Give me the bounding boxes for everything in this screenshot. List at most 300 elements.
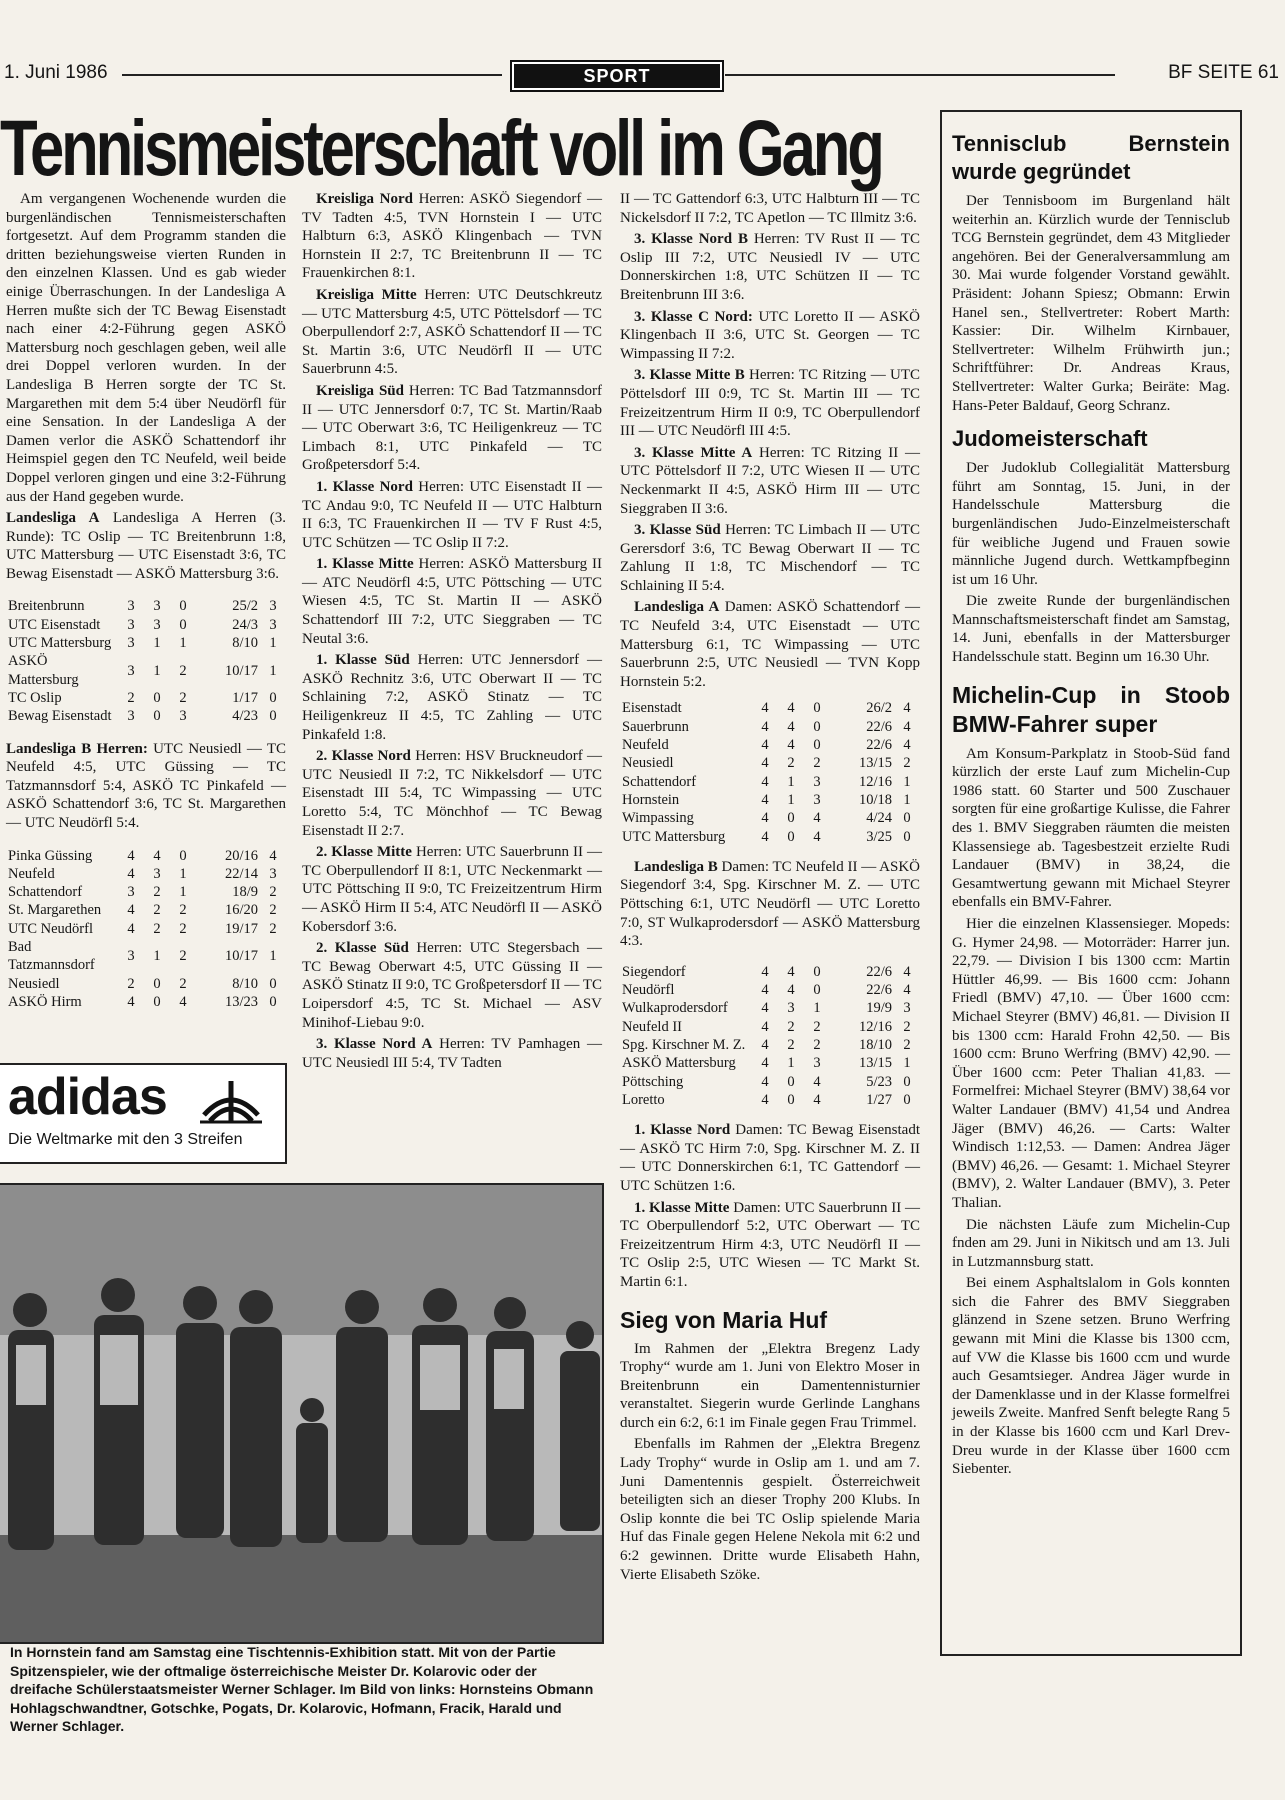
huf-headline: Sieg von Maria Huf bbox=[620, 1306, 828, 1333]
stat-value: 3 bbox=[127, 708, 135, 725]
stat-value: 2 bbox=[127, 689, 135, 706]
stat-value: 1 bbox=[153, 948, 161, 965]
results-text: Damen: TC Neufeld II — ASKÖ Siegendorf 3:4, Spg. Kirschner M. Z. — UTC Pöttsching 6:1, UTC Neudörfl — UTC Loretto 7:0, ST Wulkaprodersdorf — ASKÖ Mattersburg 4:3. bbox=[620, 858, 920, 950]
team-name: Neusiedl bbox=[8, 975, 60, 992]
stat-value: 1 bbox=[903, 791, 911, 808]
stat-value: 3 bbox=[127, 884, 135, 901]
stat-value: 4 bbox=[903, 700, 911, 717]
judo-text-2: Die zweite Runde der burgenländischen Mannschaftsmeisterschaft findet am Samstag, 14. Juni, ebenfalls in der Mattersburger Handelsschule statt. Beginn um 16.30 Uhr. bbox=[952, 593, 1230, 666]
page-number: BF SEITE 61 bbox=[1168, 62, 1279, 83]
landesliga-a-results bbox=[6, 509, 286, 583]
results-text: Herren: UTC Eisenstadt II — TC Andau 9:0, TC Neufeld II — UTC Halbturn II 6:3, TC Frauenkirchen II — TV F Rust 4:5, UTC Schützen — TC Oslip II 7:2. bbox=[302, 478, 602, 551]
stat-value: 2 bbox=[787, 1018, 795, 1035]
team-name: Eisenstadt bbox=[622, 700, 682, 717]
league-results bbox=[302, 478, 602, 552]
games-ratio: 1/17 bbox=[232, 689, 258, 706]
michelin-text-1: Am Konsum-Parkplatz in Stoob-Süd fand kürzlich der erste Lauf zum Michelin-Cup 1986 statt. 60 Starter und 500 Zuschauer sorgten für eine großartige Kulisse, die Fahrer des 1. BMV Sieggraben räumten die meisten Klassensiege ab. Tagesbestzeit erzielte Rudi Landauer (BMV) in 38,24, die Gesamtwertung gewann mit Michael Steyrer ebenfalls ein BMV-Fahrer. bbox=[952, 745, 1230, 911]
team-name: ASKÖ Mattersburg bbox=[8, 653, 79, 688]
results-text: Herren: TC Ritzing — UTC Pöttelsdorf III 0:9, TC St. Martin III — TC Freizeitzentrum Hirm II 0:9, TC Oberpullendorf III — UTC Neudörfl III 4:5. bbox=[620, 367, 920, 440]
stat-value: 4 bbox=[761, 1036, 769, 1053]
games-ratio: 24/3 bbox=[232, 616, 258, 633]
stat-value: 0 bbox=[269, 993, 277, 1010]
standings-row bbox=[620, 981, 920, 999]
league-label: 3. Klasse Süd bbox=[634, 522, 721, 539]
stat-value: 2 bbox=[903, 755, 911, 772]
league-results-group-damen bbox=[620, 1121, 920, 1291]
team-name: Bad Tatzmannsdorf bbox=[8, 939, 95, 974]
standings-row bbox=[6, 938, 286, 975]
stat-value: 4 bbox=[813, 1091, 821, 1108]
stat-value: 0 bbox=[813, 982, 821, 999]
stat-value: 1 bbox=[179, 865, 187, 882]
stat-value: 4 bbox=[787, 982, 795, 999]
games-ratio: 12/16 bbox=[858, 1018, 892, 1035]
issue-date: 1. Juni 1986 bbox=[4, 62, 108, 83]
article-intro: Am vergangenen Wochenende wurden die burgenländischen Tennismeisterschaften fortgesetzt. Auf dem Programm standen die dritten beziehungsweise vierten Runden in den einzelnen Klassen. Und es gab wieder einige Überraschungen. In der Landesliga A Herren mußte sich der TC Bewag Eisenstadt nach einer 4:2-Führung gegen ASKÖ Mattersburg noch geschlagen geben, weil alle drei Doppel verloren wurden. In der Landesliga B Herren sorgte der TC St. Margarethen mit dem 5:4 über Neudörfl für eine Sensation. In der Landesliga A der Damen verlor die ASKÖ Schattendorf ihr Heimspiel gegen den TC Neufeld, weil beide Doppel verloren gingen und eine 3:2-Führung aus der Hand gegeben wurde. bbox=[6, 191, 286, 505]
standings-row bbox=[6, 993, 286, 1011]
stat-value: 0 bbox=[903, 828, 911, 845]
standings-table-lb-herren bbox=[6, 847, 286, 1012]
games-ratio: 22/6 bbox=[866, 737, 892, 754]
stat-value: 4 bbox=[761, 828, 769, 845]
stat-value: 3 bbox=[787, 1000, 795, 1017]
michelin-results: Mopeds: G. Hymer 24,98. — Motorräder: Harrer jun. 22,79. — Division I bis 1300 ccm: Martin Hüttler 46,99. — Bis 1600 ccm: Johann Friedl (BMV) 47,10. — Über 1600 ccm: Michael Steyrer (BMV) 46,81. — Division II bis 1300 ccm: Harald Frohn 42,50. — Bis 1600 ccm: Bruno Werfring (BMV) 42,90. — Über 1600 ccm: Peter Thalian 41,83. — Formelfrei: Michael Steyrer (BMV) 38,64 vor Walter Landauer (BMV) 41,54 und Andrea Jäger (BMV) 46,26. — Carts: Walter Windisch 1:12,53. — Damen: Andrea Jäger (BMV) 46,26. — Gesamt: 1. Michael Steyrer (BMV), 2. Walter Landauer (BMV), 3. Peter Thalian. bbox=[952, 916, 1230, 1211]
team-name: Pöttsching bbox=[622, 1073, 684, 1090]
stat-value: 2 bbox=[179, 689, 187, 706]
results-text: Herren: TC Limbach II — UTC Gerersdorf 3:6, TC Bewag Oberwart II — TC Zahlung II 1:8, TC Mischendorf — TC Schlaining II 5:4. bbox=[620, 522, 920, 594]
games-ratio: 8/10 bbox=[232, 975, 258, 992]
standings-row bbox=[6, 920, 286, 938]
results-text: Herren: HSV Bruckneudorf — UTC Neusiedl II 7:2, TC Nikkelsdorf — UTC Eisenstadt III 5:4, TC Wimpassing — UTC Loretto 5:4, TC Mönchhof — TC Bewag Eisenstadt II 2:7. bbox=[302, 748, 602, 839]
main-headline: Tennismeisterschaft voll im Gang bbox=[0, 103, 882, 192]
league-results bbox=[302, 1035, 602, 1072]
team-name: Bewag Eisenstadt bbox=[8, 708, 112, 725]
league-label: 1. Klasse Mitte bbox=[634, 1199, 730, 1216]
league-label: Landesliga B bbox=[634, 858, 718, 875]
league-results-group bbox=[620, 230, 920, 691]
standings-row bbox=[6, 865, 286, 883]
league-label: 3. Klasse C Nord: bbox=[634, 308, 753, 325]
stat-value: 2 bbox=[813, 755, 821, 772]
team-name: Neusiedl bbox=[622, 755, 674, 772]
league-label: 2. Klasse Nord bbox=[316, 748, 411, 765]
league-label: Landesliga B Herren: bbox=[6, 740, 148, 757]
stat-value: 4 bbox=[787, 737, 795, 754]
standings-table-la-herren bbox=[6, 597, 286, 725]
stat-value: 0 bbox=[813, 718, 821, 735]
standings-row bbox=[620, 754, 920, 772]
stat-value: 0 bbox=[269, 708, 277, 725]
stat-value: 2 bbox=[813, 1018, 821, 1035]
league-results bbox=[302, 190, 602, 283]
standings-row bbox=[620, 736, 920, 754]
games-ratio: 13/15 bbox=[858, 1055, 892, 1072]
standings-row bbox=[6, 883, 286, 901]
landesliga-b-damen-results bbox=[620, 858, 920, 951]
team-name: UTC Eisenstadt bbox=[8, 616, 101, 633]
stat-value: 0 bbox=[269, 975, 277, 992]
standings-row bbox=[620, 1073, 920, 1091]
stat-value: 0 bbox=[813, 737, 821, 754]
huf-paragraph-1: Im Rahmen der „Elektra Bregenz Lady Trophy“ wurde am 1. Juni von Elektro Moser in Breitenbrunn ein Damentennisturnier veranstaltet. Siegerin wurde Gerlinde Langhans durch ein 6:2, 6:1 im Finale gegen Frau Trimmel. bbox=[620, 1340, 920, 1431]
header-rule-right bbox=[725, 74, 1115, 76]
stat-value: 4 bbox=[761, 1018, 769, 1035]
team-name: UTC Mattersburg bbox=[622, 828, 726, 845]
stat-value: 4 bbox=[813, 828, 821, 845]
judo-text-1: Der Judoklub Collegialität Mattersburg führt am Sonntag, 15. Juni, in der Handelsschule Mattersburg die burgenländischen Judo-Einzelmeisterschaft für weibliche Jugend und Frauen sowie männliche Jugend durch. Wettkampfbeginn ist um 16 Uhr. bbox=[952, 460, 1230, 588]
stat-value: 2 bbox=[787, 1036, 795, 1053]
stat-value: 1 bbox=[269, 948, 277, 965]
standings-row bbox=[620, 718, 920, 736]
team-photo-illustration bbox=[0, 1185, 602, 1642]
stat-value: 0 bbox=[153, 993, 161, 1010]
standings-row bbox=[6, 634, 286, 652]
standings-row bbox=[620, 1054, 920, 1072]
league-results bbox=[620, 1121, 920, 1195]
results-text: UTC Neusiedl — TC Neufeld 4:5, UTC Güssing — TC Tatzmannsdorf 5:4, ASKÖ TC Pinkafeld — ASKÖ Schattendorf 3:6, TC St. Margarethen — UTC Neudörfl 5:4. bbox=[6, 740, 287, 831]
team-name: Sauerbrunn bbox=[622, 718, 689, 735]
stat-value: 4 bbox=[761, 773, 769, 790]
standings-row bbox=[620, 828, 920, 846]
standings-row bbox=[6, 975, 286, 993]
stat-value: 4 bbox=[179, 993, 187, 1010]
league-results bbox=[620, 230, 920, 304]
results-text: Herren: UTC Jennersdorf — ASKÖ Rechnitz 3:6, UTC Oberwart II — TC Schlaining 7:2, ASKÖ Stinatz — TC Heiligenkreuz II 4:5, TC Zahling — UTC Pinkafeld 1:8. bbox=[302, 652, 602, 743]
stat-value: 1 bbox=[153, 635, 161, 652]
results-text: Herren: TC Ritzing II — UTC Pöttelsdorf II 7:2, UTC Wiesen II — UTC Neckenmarkt II 4:5, ASKÖ Hirm III — UTC Sieggraben II 3:6. bbox=[620, 444, 920, 517]
standings-table-la-damen bbox=[620, 699, 920, 845]
stat-value: 4 bbox=[761, 963, 769, 980]
stat-value: 3 bbox=[813, 773, 821, 790]
standings-row bbox=[6, 616, 286, 634]
adidas-tagline: Die Weltmarke mit den 3 Streifen bbox=[8, 1131, 243, 1148]
stat-value: 3 bbox=[127, 598, 135, 615]
stat-value: 1 bbox=[903, 1055, 911, 1072]
team-name: Pinka Güssing bbox=[8, 847, 93, 864]
stat-value: 2 bbox=[179, 662, 187, 679]
games-ratio: 3/25 bbox=[866, 828, 892, 845]
stat-value: 1 bbox=[903, 773, 911, 790]
league-label: 1. Klasse Mitte bbox=[316, 556, 414, 573]
standings-row bbox=[6, 652, 286, 689]
results-text: Herren: UTC Sauerbrunn II — TC Oberpullendorf II 8:1, UTC Neckenmarkt — UTC Pöttsching II 9:0, TC Freizeitzentrum Hirm — ASKÖ Hirm II 5:4, ATC Neudörfl II — ASKÖ Kobersdorf 3:6. bbox=[302, 844, 602, 935]
stat-value: 0 bbox=[787, 1073, 795, 1090]
stat-value: 0 bbox=[179, 616, 187, 633]
stat-value: 2 bbox=[179, 920, 187, 937]
standings-row bbox=[6, 847, 286, 865]
stat-value: 4 bbox=[127, 865, 135, 882]
stat-value: 3 bbox=[813, 1055, 821, 1072]
games-ratio: 25/2 bbox=[232, 598, 258, 615]
standings-row bbox=[620, 1091, 920, 1109]
league-label: Landesliga A bbox=[6, 510, 100, 527]
stat-value: 1 bbox=[153, 662, 161, 679]
standings-table-lb-damen bbox=[620, 963, 920, 1109]
stat-value: 4 bbox=[903, 718, 911, 735]
results-text: UTC Loretto II — ASKÖ Klingenbach II 3:6, UTC St. Georgen — TC Wimpassing II 7:2. bbox=[620, 308, 921, 362]
results-text: Damen: ASKÖ Schattendorf — TC Neufeld 3:4, UTC Eisenstadt — UTC Mattersburg 6:1, TC Wimpassing — UTC Sauerbrunn 2:5, UTC Neusiedl — TVN Kopp Hornstein 5:2. bbox=[620, 599, 920, 690]
games-ratio: 26/2 bbox=[866, 700, 892, 717]
team-name: St. Margarethen bbox=[8, 902, 102, 919]
games-ratio: 4/24 bbox=[866, 810, 892, 827]
trefoil-logo-icon bbox=[196, 1075, 266, 1125]
team-name: Wimpassing bbox=[622, 810, 694, 827]
stat-value: 0 bbox=[153, 975, 161, 992]
team-name: ASKÖ Mattersburg bbox=[622, 1055, 736, 1072]
bernstein-text: Der Tennisboom im Burgenland hält weiterhin an. Kürzlich wurde der Tennisclub TCG Bernstein gegründet, dem 43 Mitglieder angehören. Bei der Generalversammlung am 30. Mai wurde folgender Vorstand gewählt. Präsident: Johann Spiesz; Obmann: Erwin Hanel sen., Stellvertreter: Robert Marth: Kassier: Dir. Wilhelm Kirnbauer, Stellvertreter: Wilhelm Frühwirth jun.; Schriftführer: Dr. Andreas Kraus, Stellvertreter: Walter Gurka; Beiräte: Mag. Hans-Peter Baldauf, Georg Schranz. bbox=[952, 193, 1230, 414]
stat-value: 4 bbox=[787, 963, 795, 980]
stat-value: 3 bbox=[813, 791, 821, 808]
results-text: Herren: TC Bad Tatzmannsdorf II — UTC Jennersdorf 0:7, TC St. Martin/Raab — UTC Oberwart 3:6, TC Heiligenkreuz — TC Limbach 8:1, UTC Pinkafeld — TC Großpetersdorf 5:4. bbox=[302, 382, 602, 474]
stat-value: 1 bbox=[179, 635, 187, 652]
stat-value: 0 bbox=[153, 708, 161, 725]
results-text: Herren: UTC Deutschkreutz — UTC Mattersburg 4:5, UTC Pöttelsdorf — TC Oberpullendorf 2:7, ASKÖ Schattendorf II — TC St. Martin 3:6, UTC Neudörfl II — UTC Sauerbrunn 4:5. bbox=[302, 286, 603, 378]
stat-value: 3 bbox=[127, 635, 135, 652]
stat-value: 4 bbox=[761, 737, 769, 754]
league-results bbox=[302, 286, 602, 379]
games-ratio: 13/23 bbox=[224, 993, 258, 1010]
league-results bbox=[620, 1199, 920, 1292]
league-results bbox=[302, 939, 602, 1032]
column-2 bbox=[302, 190, 602, 1075]
games-ratio: 19/9 bbox=[866, 1000, 892, 1017]
landesliga-b-results bbox=[6, 740, 286, 833]
stat-value: 1 bbox=[179, 884, 187, 901]
stat-value: 2 bbox=[269, 902, 277, 919]
stat-value: 2 bbox=[153, 920, 161, 937]
games-ratio: 1/27 bbox=[866, 1091, 892, 1108]
league-label: Kreisliga Nord bbox=[316, 191, 413, 207]
standings-row bbox=[6, 597, 286, 615]
stat-value: 0 bbox=[787, 810, 795, 827]
games-ratio: 10/17 bbox=[224, 948, 258, 965]
sidebar-box bbox=[940, 110, 1242, 1656]
standings-row bbox=[620, 791, 920, 809]
league-label: Kreisliga Mitte bbox=[316, 286, 417, 303]
league-results bbox=[302, 382, 602, 475]
league-label: 1. Klasse Süd bbox=[316, 652, 410, 669]
standings-row bbox=[620, 999, 920, 1017]
stat-value: 4 bbox=[127, 993, 135, 1010]
results-text: Landesliga A Herren (3. Runde): TC Oslip — TC Breitenbrunn 1:8, UTC Mattersburg — UTC Eisenstadt 3:6, TC Bewag Eisenstadt — ASKÖ Mattersburg 3:6. bbox=[6, 510, 286, 582]
standings-row bbox=[6, 901, 286, 919]
stat-value: 4 bbox=[761, 982, 769, 999]
league-label: 1. Klasse Nord bbox=[316, 478, 413, 495]
stat-value: 4 bbox=[761, 1055, 769, 1072]
stat-value: 3 bbox=[269, 598, 277, 615]
games-ratio: 22/6 bbox=[866, 982, 892, 999]
stat-value: 4 bbox=[761, 755, 769, 772]
team-name: Siegendorf bbox=[622, 963, 686, 980]
standings-row bbox=[6, 707, 286, 725]
standings-row bbox=[620, 809, 920, 827]
results-text: Herren: ASKÖ Mattersburg II — ATC Neudörfl 4:5, UTC Pöttsching — UTC Wiesen 4:5, TC St. Martin II — ASKÖ Schattendorf III 7:2, UTC Sieggraben — TC Neutal 3:6. bbox=[302, 556, 602, 647]
standings-row bbox=[620, 773, 920, 791]
league-label: Landesliga A bbox=[634, 599, 720, 616]
stat-value: 3 bbox=[903, 1000, 911, 1017]
games-ratio: 8/10 bbox=[232, 635, 258, 652]
team-photo bbox=[0, 1183, 604, 1644]
stat-value: 1 bbox=[787, 1055, 795, 1072]
stat-value: 0 bbox=[903, 1091, 911, 1108]
stat-value: 2 bbox=[787, 755, 795, 772]
games-ratio: 22/14 bbox=[224, 865, 258, 882]
games-ratio: 20/16 bbox=[224, 847, 258, 864]
league-label: 3. Klasse Nord B bbox=[634, 231, 748, 248]
games-ratio: 13/15 bbox=[858, 755, 892, 772]
league-results bbox=[620, 521, 920, 595]
team-name: Schattendorf bbox=[8, 884, 83, 901]
league-results bbox=[620, 366, 920, 440]
column-3 bbox=[620, 190, 920, 1587]
team-name: UTC Neudörfl bbox=[8, 920, 93, 937]
stat-value: 1 bbox=[787, 791, 795, 808]
games-ratio: 5/23 bbox=[866, 1073, 892, 1090]
team-name: Neufeld bbox=[8, 865, 55, 882]
league-results bbox=[302, 555, 602, 648]
games-ratio: 12/16 bbox=[858, 773, 892, 790]
results-text: Herren: TV Pamhagen — UTC Neusiedl III 5:4, TV Tadten bbox=[302, 1036, 602, 1071]
games-ratio: 16/20 bbox=[224, 902, 258, 919]
stat-value: 2 bbox=[153, 902, 161, 919]
stat-value: 4 bbox=[761, 700, 769, 717]
stat-value: 0 bbox=[903, 810, 911, 827]
results-text: Herren: UTC Stegersbach — TC Bewag Oberwart 4:5, UTC Güssing II — ASKÖ Stinatz II 9:0, TC Großpetersdorf II — TC Loipersdorf 4:5, TC St. Michael — ASV Minihof-Liebau 9:0. bbox=[302, 940, 602, 1031]
league-results bbox=[302, 747, 602, 840]
stat-value: 2 bbox=[269, 920, 277, 937]
stat-value: 0 bbox=[787, 1091, 795, 1108]
standings-row bbox=[620, 699, 920, 717]
stat-value: 2 bbox=[903, 1036, 911, 1053]
team-name: Hornstein bbox=[622, 791, 680, 808]
stat-value: 4 bbox=[903, 963, 911, 980]
stat-value: 4 bbox=[127, 920, 135, 937]
stat-value: 3 bbox=[269, 865, 277, 882]
stat-value: 3 bbox=[127, 616, 135, 633]
league-results bbox=[302, 843, 602, 936]
stat-value: 3 bbox=[153, 598, 161, 615]
standings-row bbox=[620, 1036, 920, 1054]
standings-row bbox=[6, 689, 286, 707]
stat-value: 4 bbox=[761, 718, 769, 735]
judo-headline: Judomeisterschaft bbox=[952, 426, 1148, 452]
games-ratio: 18/10 bbox=[858, 1036, 892, 1053]
stat-value: 0 bbox=[179, 847, 187, 864]
stat-value: 2 bbox=[813, 1036, 821, 1053]
league-label: 3. Klasse Mitte A bbox=[634, 444, 753, 461]
page-header bbox=[0, 60, 1285, 88]
games-ratio: 22/6 bbox=[866, 963, 892, 980]
stat-value: 1 bbox=[269, 635, 277, 652]
column-1 bbox=[6, 190, 286, 1011]
michelin-text-4: Bei einem Asphaltslalom in Gols konnten sich die Fahrer des BMV Sieggraben glänzend in Szene setzen. Bruno Werfring gewann mit Mini die Klasse bis 1300 ccm, auf VW die Klasse bis 1600 ccm und wurde auch Gesamtsieger. Andrea Jäger wurde in der Damenklasse und in der Klasse formelfrei jeweils Zweite. Manfred Senft belegte Rang 5 in der Klasse bis 1600 ccm und Karl Drev-Dreu wurde in der Klasse über 1600 ccm Siebenter. bbox=[952, 1275, 1230, 1478]
stat-value: 2 bbox=[179, 948, 187, 965]
results-text: Damen: TC Bewag Eisenstadt — ASKÖ TC Hirm 7:0, Spg. Kirschner M. Z. II — UTC Donnerskirchen 6:1, TC Gattendorf — UTC Schützen 1:6. bbox=[620, 1122, 921, 1194]
stat-value: 0 bbox=[179, 598, 187, 615]
stat-value: 1 bbox=[269, 662, 277, 679]
league-label: 3. Klasse Mitte B bbox=[634, 367, 745, 384]
league-results bbox=[302, 651, 602, 744]
games-ratio: 18/9 bbox=[232, 884, 258, 901]
standings-row bbox=[620, 1018, 920, 1036]
stat-value: 0 bbox=[903, 1073, 911, 1090]
stat-value: 3 bbox=[269, 616, 277, 633]
michelin-headline: Michelin-Cup in Stoob BMW-Fahrer super bbox=[952, 681, 1230, 737]
stat-value: 3 bbox=[179, 708, 187, 725]
games-ratio: 22/6 bbox=[866, 718, 892, 735]
games-ratio: 10/18 bbox=[858, 791, 892, 808]
stat-value: 4 bbox=[761, 810, 769, 827]
stat-value: 2 bbox=[269, 884, 277, 901]
games-ratio: 4/23 bbox=[232, 708, 258, 725]
stat-value: 0 bbox=[813, 700, 821, 717]
header-rule-left bbox=[122, 74, 502, 76]
league-results bbox=[620, 444, 920, 518]
team-name: Neufeld II bbox=[622, 1018, 682, 1035]
stat-value: 4 bbox=[787, 718, 795, 735]
stat-value: 4 bbox=[787, 700, 795, 717]
team-name: Neudörfl bbox=[622, 982, 675, 999]
standings-row bbox=[620, 963, 920, 981]
adidas-wordmark: adidas bbox=[8, 1068, 167, 1126]
team-name: Neufeld bbox=[622, 737, 669, 754]
stat-value: 4 bbox=[761, 1000, 769, 1017]
results-text: Damen: UTC Sauerbrunn II — TC Oberpullendorf 5:2, UTC Oberwart — TC Freizeitzentrum Hirm 4:3, UTC Neudörfl II — TC Oslip 2:5, UTC Wiesen — TC Markt St. Martin 6:1. bbox=[620, 1199, 921, 1290]
stat-value: 2 bbox=[127, 975, 135, 992]
stat-value: 3 bbox=[127, 948, 135, 965]
league-label: 2. Klasse Mitte bbox=[316, 844, 412, 861]
stat-value: 2 bbox=[179, 902, 187, 919]
bernstein-headline: Tennisclub Bernstein wurde gegründet bbox=[952, 131, 1230, 184]
league-results bbox=[620, 308, 920, 364]
stat-value: 4 bbox=[761, 791, 769, 808]
stat-value: 3 bbox=[153, 865, 161, 882]
stat-value: 4 bbox=[813, 810, 821, 827]
stat-value: 4 bbox=[269, 847, 277, 864]
stat-value: 4 bbox=[761, 1091, 769, 1108]
stat-value: 4 bbox=[903, 982, 911, 999]
huf-paragraph-2: Ebenfalls im Rahmen der „Elektra Bregenz Lady Trophy“ wurde in Oslip am 1. und am 7. Juni Damentennis gespielt. Österreichweit beteiligten sich an dieser Trophy 200 Klubs. In Oslip konnte die bei TC Oslip spielende Maria Huf das Finale gegen Helene Nekola mit 6:2 und 6:2 gewinnen. Dritte wurde Elisabeth Hahn, Vierte Elisabeth Szöke. bbox=[620, 1436, 920, 1583]
michelin-text-3: Die nächsten Läufe zum Michelin-Cup fnden am 29. Juni in Nikitsch und am 13. Juli in Lutzmannsburg statt. bbox=[952, 1216, 1230, 1270]
team-name: ASKÖ Hirm bbox=[8, 993, 82, 1010]
results-text: Herren: ASKÖ Siegendorf — TV Tadten 4:5, TVN Hornstein I — UTC Halbturn 6:3, ASKÖ Klingenbach — TVN Hornstein II 2:7, TC Breitenbrunn II — TC Frauenkirchen 8:1. bbox=[302, 191, 602, 282]
stat-value: 4 bbox=[153, 847, 161, 864]
league-results bbox=[620, 598, 920, 691]
stat-value: 4 bbox=[761, 1073, 769, 1090]
league-label: 2. Klasse Süd bbox=[316, 940, 409, 957]
stat-value: 4 bbox=[127, 847, 135, 864]
team-name: TC Oslip bbox=[8, 689, 62, 706]
team-name: UTC Mattersburg bbox=[8, 635, 112, 652]
stat-value: 2 bbox=[179, 975, 187, 992]
stat-value: 1 bbox=[787, 773, 795, 790]
stat-value: 2 bbox=[903, 1018, 911, 1035]
results-text: Herren: TV Rust II — TC Oslip III 7:2, UTC Neusiedl IV — UTC Donnerskirchen 1:8, UTC Schützen II — TC Breitenbrunn III 3:6. bbox=[620, 231, 920, 303]
league-label: 1. Klasse Nord bbox=[634, 1122, 731, 1139]
league-label: Kreisliga Süd bbox=[316, 382, 404, 399]
games-ratio: 10/17 bbox=[224, 662, 258, 679]
sidebar-content bbox=[952, 130, 1230, 1482]
stat-value: 1 bbox=[813, 1000, 821, 1017]
team-name: Schattendorf bbox=[622, 773, 697, 790]
section-label: SPORT bbox=[510, 60, 724, 92]
michelin-intro: Hier die einzelnen Klassensieger. bbox=[966, 916, 1178, 932]
stat-value: 3 bbox=[153, 616, 161, 633]
adidas-advertisement bbox=[0, 1063, 287, 1164]
photo-caption: In Hornstein fand am Samstag eine Tischtennis-Exhibition statt. Mit von der Partie Spitzenspieler, wie der oftmalige österreichische Meister Dr. Kolarovic oder der dreifache Schülerstaatsmeister Werner Schlager. Im Bild von links: Hornsteins Obmann Hohlagschwandtner, Gotschke, Pogats, Dr. Kolarovic, Hofmann, Fracik, Harald und Werner Schlager. bbox=[10, 1644, 594, 1734]
team-name: Loretto bbox=[622, 1091, 665, 1108]
continued-results: II — TC Gattendorf 6:3, UTC Halbturn III — TC Nickelsdorf II 7:2, TC Apetlon — TC Illmitz 3:6. bbox=[620, 191, 920, 226]
